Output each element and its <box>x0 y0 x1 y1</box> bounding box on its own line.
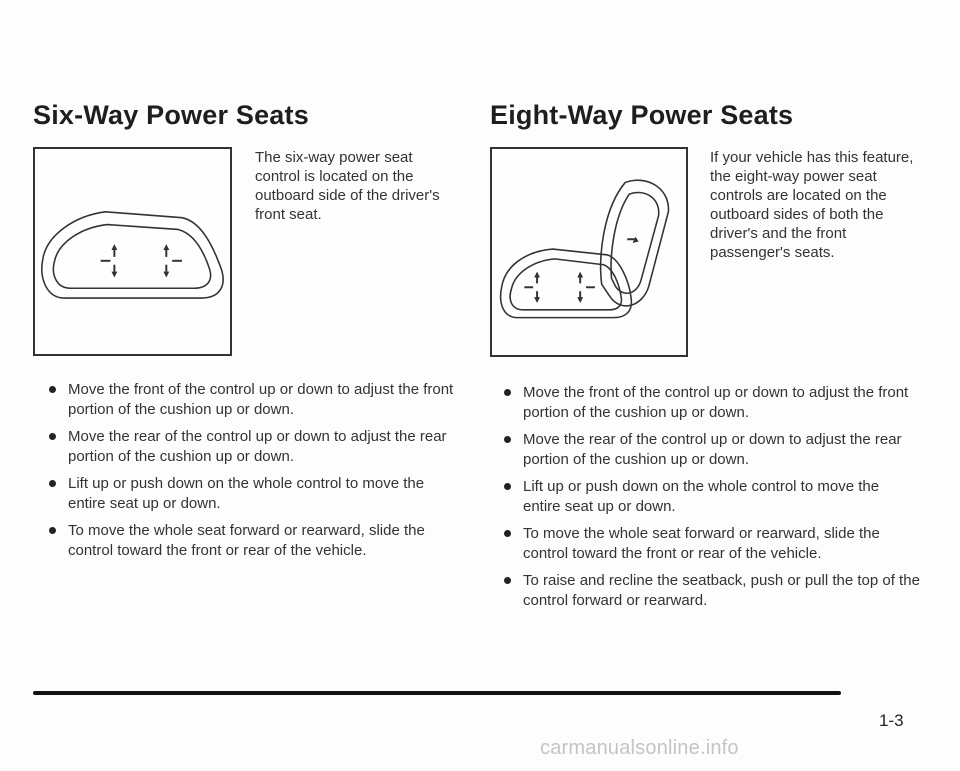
footer-rule <box>33 691 841 695</box>
list-item: Move the front of the control up or down to adjust the front portion of the cushion up or down. <box>500 383 920 422</box>
six-way-intro: The six-way power seat control is located on the outboard side of the driver's front seat. <box>255 149 440 223</box>
bullet-dot <box>504 436 511 443</box>
list-item: To raise and recline the seatback, push or pull the top of the control forward or rearward. <box>500 571 920 610</box>
list-item: Move the front of the control up or down to adjust the front portion of the cushion up or down. <box>45 380 460 419</box>
list-item: To move the whole seat forward or rearward, slide the control toward the front or rear of the vehicle. <box>500 524 920 563</box>
list-item: Lift up or push down on the whole control to move the entire seat up or down. <box>500 477 920 516</box>
eight-way-seat-control-icon <box>492 149 686 355</box>
bullet-dot <box>49 386 56 393</box>
eight-way-intro: If your vehicle has this feature, the eight-way power seat controls are located on the outboard sides of both the driver's and the front passenger's seats. <box>710 149 914 261</box>
watermark: carmanualsonline.info <box>540 737 739 759</box>
six-way-seat-control-icon <box>35 149 230 354</box>
bullet-dot <box>504 389 511 396</box>
bullet-dot <box>504 577 511 584</box>
eight-way-bullet-list <box>500 383 920 618</box>
list-item: Move the rear of the control up or down to adjust the rear portion of the cushion up or down. <box>45 427 460 466</box>
bullet-dot <box>49 480 56 487</box>
eight-way-heading: Eight-Way Power Seats <box>490 100 794 130</box>
list-item: Move the rear of the control up or down to adjust the rear portion of the cushion up or down. <box>500 430 920 469</box>
bullet-dot <box>49 527 56 534</box>
bullet-dot <box>504 483 511 490</box>
bullet-dot <box>504 530 511 537</box>
six-way-heading: Six-Way Power Seats <box>33 100 309 130</box>
six-way-seat-control-figure <box>33 147 232 356</box>
page-number: 1-3 <box>879 711 904 730</box>
list-item: To move the whole seat forward or rearward, slide the control toward the front or rear of the vehicle. <box>45 521 460 560</box>
list-item: Lift up or push down on the whole control to move the entire seat up or down. <box>45 474 460 513</box>
six-way-bullet-list <box>45 380 460 568</box>
eight-way-seat-control-figure <box>490 147 688 357</box>
bullet-dot <box>49 433 56 440</box>
